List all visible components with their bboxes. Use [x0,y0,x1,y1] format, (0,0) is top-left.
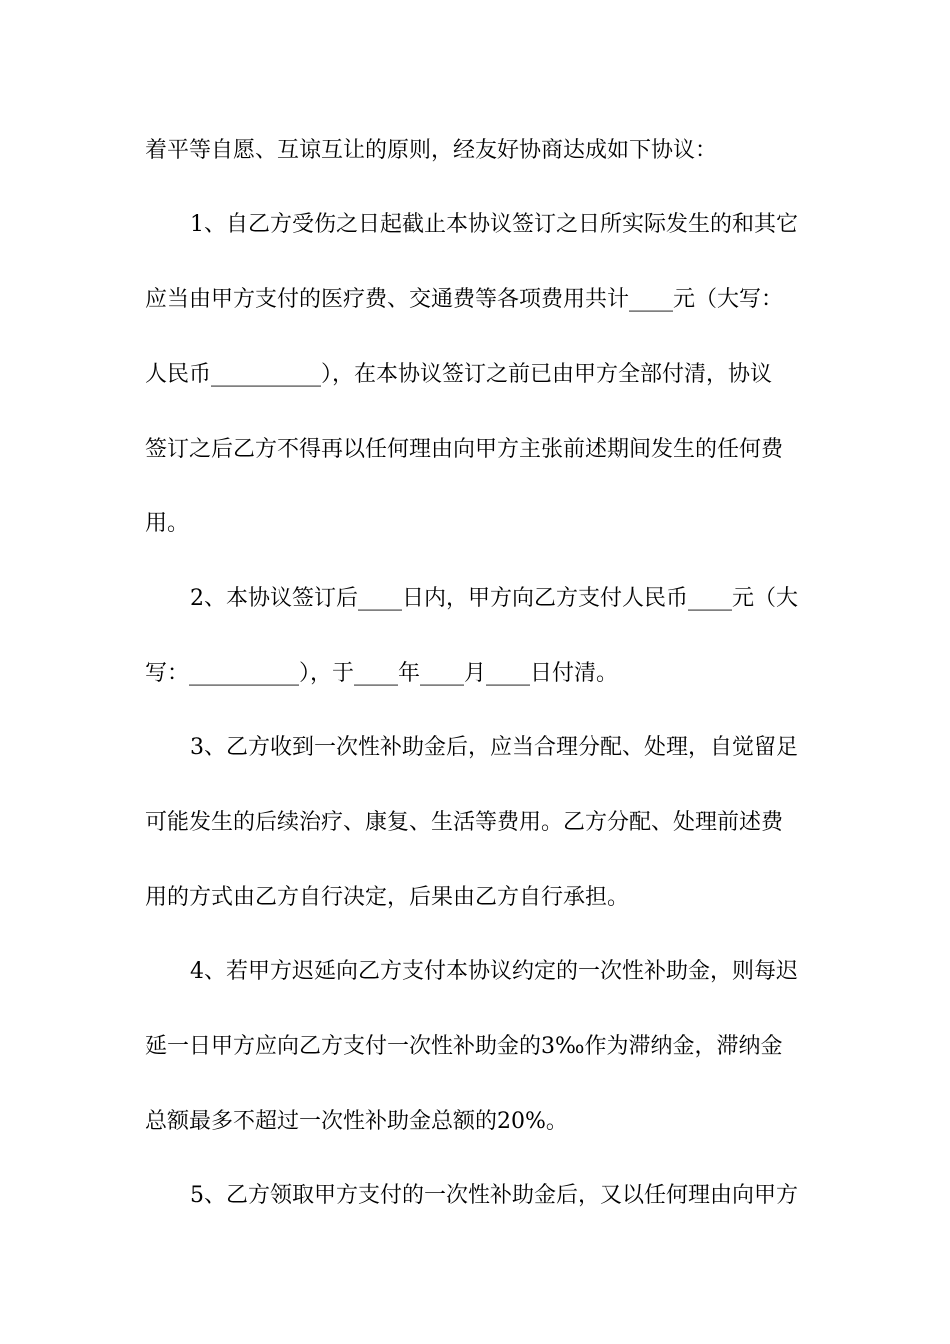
clause-1-line: 1、自乙方受伤之日起截止本协议签订之日所实际发生的和其它 [190,212,798,237]
clause-4-line: 延一日甲方应向乙方支付一次性补助金的3‰作为滞纳金，滞纳金 [145,1034,783,1059]
paragraph-line: 着平等自愿、互谅互让的原则，经友好协商达成如下协议： [145,138,718,163]
clause-4-line: 4、若甲方迟延向乙方支付本协议约定的一次性补助金，则每迟 [190,959,798,984]
clause-2-line: 2、本协议签订后____日内，甲方向乙方支付人民币____元（大 [190,586,798,611]
clause-1-line: 用。 [145,511,190,536]
clause-4-line: 总额最多不超过一次性补助金总额的20%。 [145,1109,568,1134]
clause-2-line: 写：__________），于____年____月____日付清。 [145,661,619,686]
clause-3-line: 3、乙方收到一次性补助金后，应当合理分配、处理，自觉留足 [190,735,798,760]
clause-1-line: 人民币__________），在本协议签订之前已由甲方全部付清，协议 [145,362,773,387]
clause-5-line: 5、乙方领取甲方支付的一次性补助金后，又以任何理由向甲方 [190,1183,798,1208]
clause-1-line: 签订之后乙方不得再以任何理由向甲方主张前述期间发生的任何费 [145,437,784,462]
clause-1-line: 应当由甲方支付的医疗费、交通费等各项费用共计____元（大写： [145,287,784,312]
clause-3-line: 用的方式由乙方自行决定，后果由乙方自行承担。 [145,885,630,910]
clause-3-line: 可能发生的后续治疗、康复、生活等费用。乙方分配、处理前述费 [145,810,784,835]
